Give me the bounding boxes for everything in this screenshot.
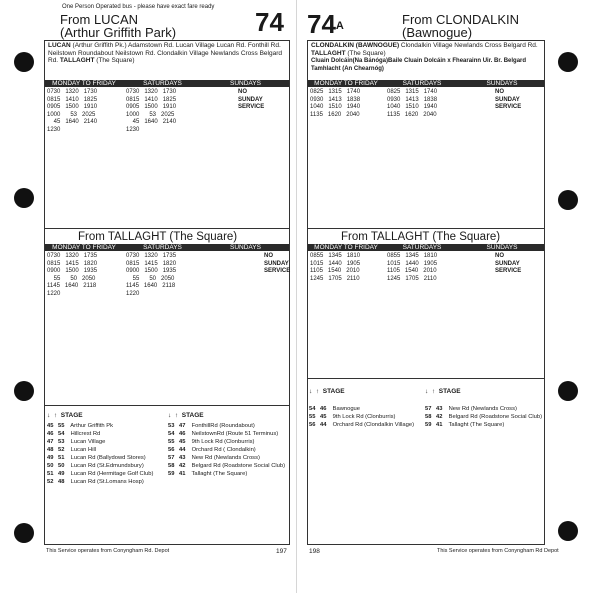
- sunday-note-line: SERVICE: [495, 268, 522, 274]
- header-saturdays: SATURDAYS: [143, 80, 182, 87]
- stage-number-in: 45: [320, 414, 327, 420]
- stage-row: [47, 422, 153, 430]
- departure-row: 1145 1640 2118: [126, 283, 176, 289]
- stage-row: [425, 421, 542, 429]
- stage-name: Lucan Rd (Ballydowd Stores): [69, 455, 146, 461]
- stage-number-out: 59: [425, 422, 432, 428]
- departure-row: 0730 1320 1735: [47, 253, 98, 259]
- stage-name: Lucan Rd (Hermitage Golf Club): [69, 471, 154, 477]
- departure-row: 1105 1540 2010: [387, 268, 437, 274]
- stage-number-out: 50: [47, 463, 54, 469]
- right-stage-list-a: [309, 405, 414, 429]
- divider: [45, 228, 289, 229]
- right-route-description-irish: Cluain Dolcáin(Na Bánóga)Baile Cluain Dolcáin x Fhearainn Uir. Br. Belgard Tamhlacht (An Chearnóg): [311, 58, 527, 72]
- stage-number-in: 51: [58, 455, 65, 461]
- departure-row: 45 1640 2140: [47, 119, 98, 125]
- stage-row: [168, 470, 285, 478]
- departure-row: 0815 1415 1820: [126, 260, 177, 267]
- stage-number-out: 57: [168, 455, 175, 461]
- departure-row: 0815 1415 1820: [47, 260, 98, 267]
- departure-row: 55 50 2050: [47, 275, 96, 282]
- stage-number-out: 51: [47, 471, 54, 477]
- left-ret-mf-times: [47, 253, 97, 298]
- right-footer: This Service operates from Conyngham Rd Depot: [437, 548, 559, 554]
- right-page: [297, 0, 593, 593]
- right-ret-mf-times: [310, 253, 360, 283]
- stage-number-in: 43: [179, 455, 186, 461]
- departure-row: 0855 1345 1810: [387, 253, 438, 259]
- right-stage-list-b: [425, 405, 542, 429]
- departure-row: 1015 1440 1905: [387, 260, 438, 267]
- stage-number-in: 41: [179, 471, 186, 477]
- divider: [45, 405, 289, 406]
- stage-number-out: 45: [47, 423, 54, 429]
- left-ret-sat-times: [126, 253, 176, 298]
- departure-row: 1145 1640 2118: [47, 283, 97, 289]
- stage-row: [47, 446, 153, 454]
- left-out-mf-times: [47, 89, 97, 134]
- header-saturdays: SATURDAYS: [402, 244, 442, 251]
- departure-row: 1245 1705 2110: [310, 275, 360, 282]
- stage-row: [47, 478, 153, 486]
- departure-row: 0905 1500 1910: [47, 104, 98, 110]
- departure-row: 1000 53 2025: [47, 111, 96, 118]
- stage-row: [47, 438, 153, 446]
- right-stage-header-b: ↓ ↑ STAGE: [425, 388, 461, 395]
- divider: [308, 378, 544, 379]
- stage-name: New Rd (Newlands Cross): [190, 455, 260, 461]
- stage-name: Belgard Rd (Roadstone Social Club): [447, 414, 543, 420]
- departure-row: 1230: [47, 126, 61, 133]
- stage-row: [309, 405, 414, 413]
- divider: [308, 228, 544, 229]
- stage-name: Belgard Rd (Roadstone Social Club): [190, 463, 286, 469]
- departure-row: 1000 53 2025: [126, 111, 175, 118]
- stage-name: Lucan Rd (St.Edmundsbury): [69, 463, 144, 469]
- departure-row: 1135 1620 2040: [387, 111, 437, 118]
- stage-number-out: 47: [47, 439, 54, 445]
- stage-row: [168, 454, 285, 462]
- stage-row: [425, 413, 542, 421]
- right-out-sat-times: [387, 89, 437, 119]
- left-out-header: [45, 80, 289, 87]
- departure-row: 0900 1500 1935: [126, 268, 177, 274]
- departure-row: 45 1640 2140: [126, 119, 177, 125]
- stage-number-in: 52: [58, 447, 65, 453]
- left-ret-sunday-note: [264, 253, 290, 276]
- left-from-line1: From LUCAN: [60, 12, 139, 27]
- sunday-note-line: SERVICE: [238, 104, 265, 110]
- stage-number-out: 56: [309, 422, 316, 428]
- left-from-line2: (Arthur Griffith Park): [60, 25, 177, 40]
- stage-name: FonthillRd (Roundabout): [190, 423, 255, 429]
- stage-name: Bawnogue: [331, 406, 361, 412]
- header-saturdays: SATURDAYS: [402, 80, 442, 87]
- stage-number-in: 47: [179, 423, 186, 429]
- stage-name: Orchard Rd ( Clondalkin): [190, 447, 256, 453]
- header-mon-fri: MONDAY TO FRIDAY: [52, 80, 116, 87]
- sunday-note-line: SERVICE: [264, 268, 291, 274]
- stage-name: Tallaght (The Square): [447, 422, 505, 428]
- stage-row: [425, 405, 542, 413]
- sunday-note-line: SUNDAY: [495, 96, 520, 103]
- stage-number-in: 46: [320, 406, 327, 412]
- departure-row: 1245 1705 2110: [387, 275, 437, 282]
- departure-row: 0855 1345 1810: [310, 253, 361, 259]
- stage-name: New Rd (Newlands Cross): [447, 406, 517, 412]
- stage-row: [47, 430, 153, 438]
- sunday-note-line: SERVICE: [495, 104, 522, 110]
- stage-number-out: 54: [309, 406, 316, 412]
- stage-name: 9th Lock Rd (Clonburris): [190, 439, 255, 445]
- stage-number-in: 55: [58, 423, 65, 429]
- sunday-note-line: NO: [495, 253, 504, 259]
- stage-name: Lucan Village: [69, 439, 106, 445]
- stage-number-out: 59: [168, 471, 175, 477]
- right-route-description: CLONDALKIN (BAWNOGUE) Clondalkin Village Newlands Cross Belgard Rd. TALLAGHT (The Square): [311, 42, 538, 57]
- header-sundays: SUNDAYS: [202, 244, 289, 251]
- stage-number-in: 44: [179, 447, 186, 453]
- stage-number-out: 46: [47, 431, 54, 437]
- stage-number-in: 53: [58, 439, 65, 445]
- departure-row: 1015 1440 1905: [310, 260, 361, 267]
- stage-row: [168, 422, 285, 430]
- stage-number-in: 48: [58, 479, 65, 485]
- header-saturdays: SATURDAYS: [143, 244, 182, 251]
- stage-row: [168, 462, 285, 470]
- sunday-note-line: SUNDAY: [238, 96, 263, 103]
- left-ret-header: [45, 244, 289, 251]
- stage-row: [168, 438, 285, 446]
- stage-number-in: 46: [179, 431, 186, 437]
- departure-row: 1135 1620 2040: [310, 111, 360, 118]
- stage-number-out: 48: [47, 447, 54, 453]
- header-mon-fri: MONDAY TO FRIDAY: [314, 80, 378, 87]
- departure-row: 0825 1315 1740: [387, 89, 438, 95]
- departure-row: 0900 1500 1935: [47, 268, 98, 274]
- header-sundays: SUNDAYS: [202, 80, 289, 87]
- stage-name: 9th Lock Rd (Clonburris): [331, 414, 396, 420]
- right-stage-header-a: ↓ ↑ STAGE: [309, 388, 345, 395]
- stage-number-out: 57: [425, 406, 432, 412]
- right-from-line1: From CLONDALKIN: [402, 12, 520, 27]
- header-sundays: SUNDAYS: [460, 244, 544, 251]
- stage-name: Tallaght (The Square): [190, 471, 248, 477]
- departure-row: 0730 1320 1735: [126, 253, 177, 259]
- left-stage-list-b: [168, 422, 285, 478]
- left-page: [0, 0, 296, 593]
- stage-number-in: 43: [436, 406, 443, 412]
- stage-number-in: 42: [179, 463, 186, 469]
- departure-row: 1105 1540 2010: [310, 268, 360, 274]
- departure-row: 1220: [126, 290, 140, 297]
- right-out-sunday-note: [495, 89, 521, 112]
- stage-number-out: 55: [309, 414, 316, 420]
- stage-number-out: 56: [168, 447, 175, 453]
- stage-name: Arthur Griffith Pk: [69, 423, 114, 429]
- stage-name: Hillcrest Rd: [69, 431, 101, 437]
- stage-number-out: 55: [168, 439, 175, 445]
- stage-row: [309, 413, 414, 421]
- stage-name: NeilstownRd (Route 51 Terminus): [190, 431, 279, 437]
- left-route-number: 74: [255, 7, 284, 37]
- departure-row: 0825 1315 1740: [310, 89, 361, 95]
- stage-row: [309, 421, 414, 429]
- right-out-mf-times: [310, 89, 360, 119]
- left-out-sat-times: [126, 89, 176, 134]
- stage-number-in: 50: [58, 463, 65, 469]
- departure-row: 0905 1500 1910: [126, 104, 177, 110]
- departure-row: 0930 1413 1838: [310, 96, 361, 103]
- header-mon-fri: MONDAY TO FRIDAY: [52, 244, 116, 251]
- departure-row: 0730 1320 1730: [47, 89, 98, 95]
- left-route-description: LUCAN (Arthur Griffith Pk.) Adamstown Rd. Lucan Village Lucan Rd. Fonthill Rd. Neilstown Roundabout Neilstown Rd. Clondalkin Village Newlands Cross Belgard Rd. TALLAGHT (The Square): [48, 42, 283, 64]
- stage-number-in: 45: [179, 439, 186, 445]
- departure-row: 0730 1320 1730: [126, 89, 177, 95]
- header-mon-fri: MONDAY TO FRIDAY: [314, 244, 378, 251]
- right-page-number: 198: [309, 548, 320, 555]
- sunday-note-line: NO: [264, 253, 273, 259]
- stage-row: [168, 446, 285, 454]
- right-return-title: From TALLAGHT (The Square): [341, 231, 501, 243]
- stage-number-in: 44: [320, 422, 327, 428]
- stage-number-out: 58: [425, 414, 432, 420]
- header-sundays: SUNDAYS: [460, 80, 544, 87]
- stage-row: [47, 470, 153, 478]
- right-route-number: $74^A$: [307, 9, 344, 39]
- right-out-header: [308, 80, 544, 87]
- right-ret-sat-times: [387, 253, 437, 283]
- stage-number-in: 49: [58, 471, 65, 477]
- stage-row: [168, 430, 285, 438]
- stage-number-out: 52: [47, 479, 54, 485]
- stage-number-out: 53: [168, 423, 175, 429]
- stage-number-in: 42: [436, 414, 443, 420]
- departure-row: 0930 1413 1838: [387, 96, 438, 103]
- stage-name: Lucan Rd (St.Lomans Hosp): [69, 479, 144, 485]
- stage-row: [47, 462, 153, 470]
- stage-number-out: 49: [47, 455, 54, 461]
- left-out-sunday-note: [238, 89, 264, 112]
- sunday-note-line: NO: [238, 89, 247, 95]
- sunday-note-line: SUNDAY: [495, 260, 520, 267]
- left-stage-list-a: [47, 422, 153, 486]
- left-footer: This Service operates from Conyngham Rd. Depot: [46, 548, 170, 554]
- departure-row: 1220: [47, 290, 61, 297]
- left-page-number: 197: [276, 548, 287, 555]
- right-ret-header: [308, 244, 544, 251]
- stage-number-in: 54: [58, 431, 65, 437]
- stage-number-in: 41: [436, 422, 443, 428]
- departure-row: 1040 1510 1940: [310, 104, 361, 110]
- left-return-title: From TALLAGHT (The Square): [78, 231, 238, 243]
- departure-row: 0815 1410 1825: [47, 96, 98, 103]
- right-from-line2: (Bawnogue): [402, 25, 473, 40]
- departure-row: 55 50 2050: [126, 275, 175, 282]
- left-stage-header-a: ↓ ↑ STAGE: [47, 412, 83, 419]
- sunday-note-line: NO: [495, 89, 504, 95]
- fare-notice: One Person Operated bus - please have exact fare ready: [62, 4, 215, 10]
- right-ret-sunday-note: [495, 253, 521, 276]
- stage-row: [47, 454, 153, 462]
- departure-row: 0815 1410 1825: [126, 96, 177, 103]
- stage-name: Orchard Rd (Clondalkin Village): [331, 422, 415, 428]
- stage-number-out: 54: [168, 431, 175, 437]
- stage-number-out: 58: [168, 463, 175, 469]
- left-stage-header-b: ↓ ↑ STAGE: [168, 412, 204, 419]
- departure-row: 1040 1510 1940: [387, 104, 438, 110]
- departure-row: 1230: [126, 126, 140, 133]
- stage-name: Lucan Hill: [69, 447, 97, 453]
- sunday-note-line: SUNDAY: [264, 260, 289, 267]
